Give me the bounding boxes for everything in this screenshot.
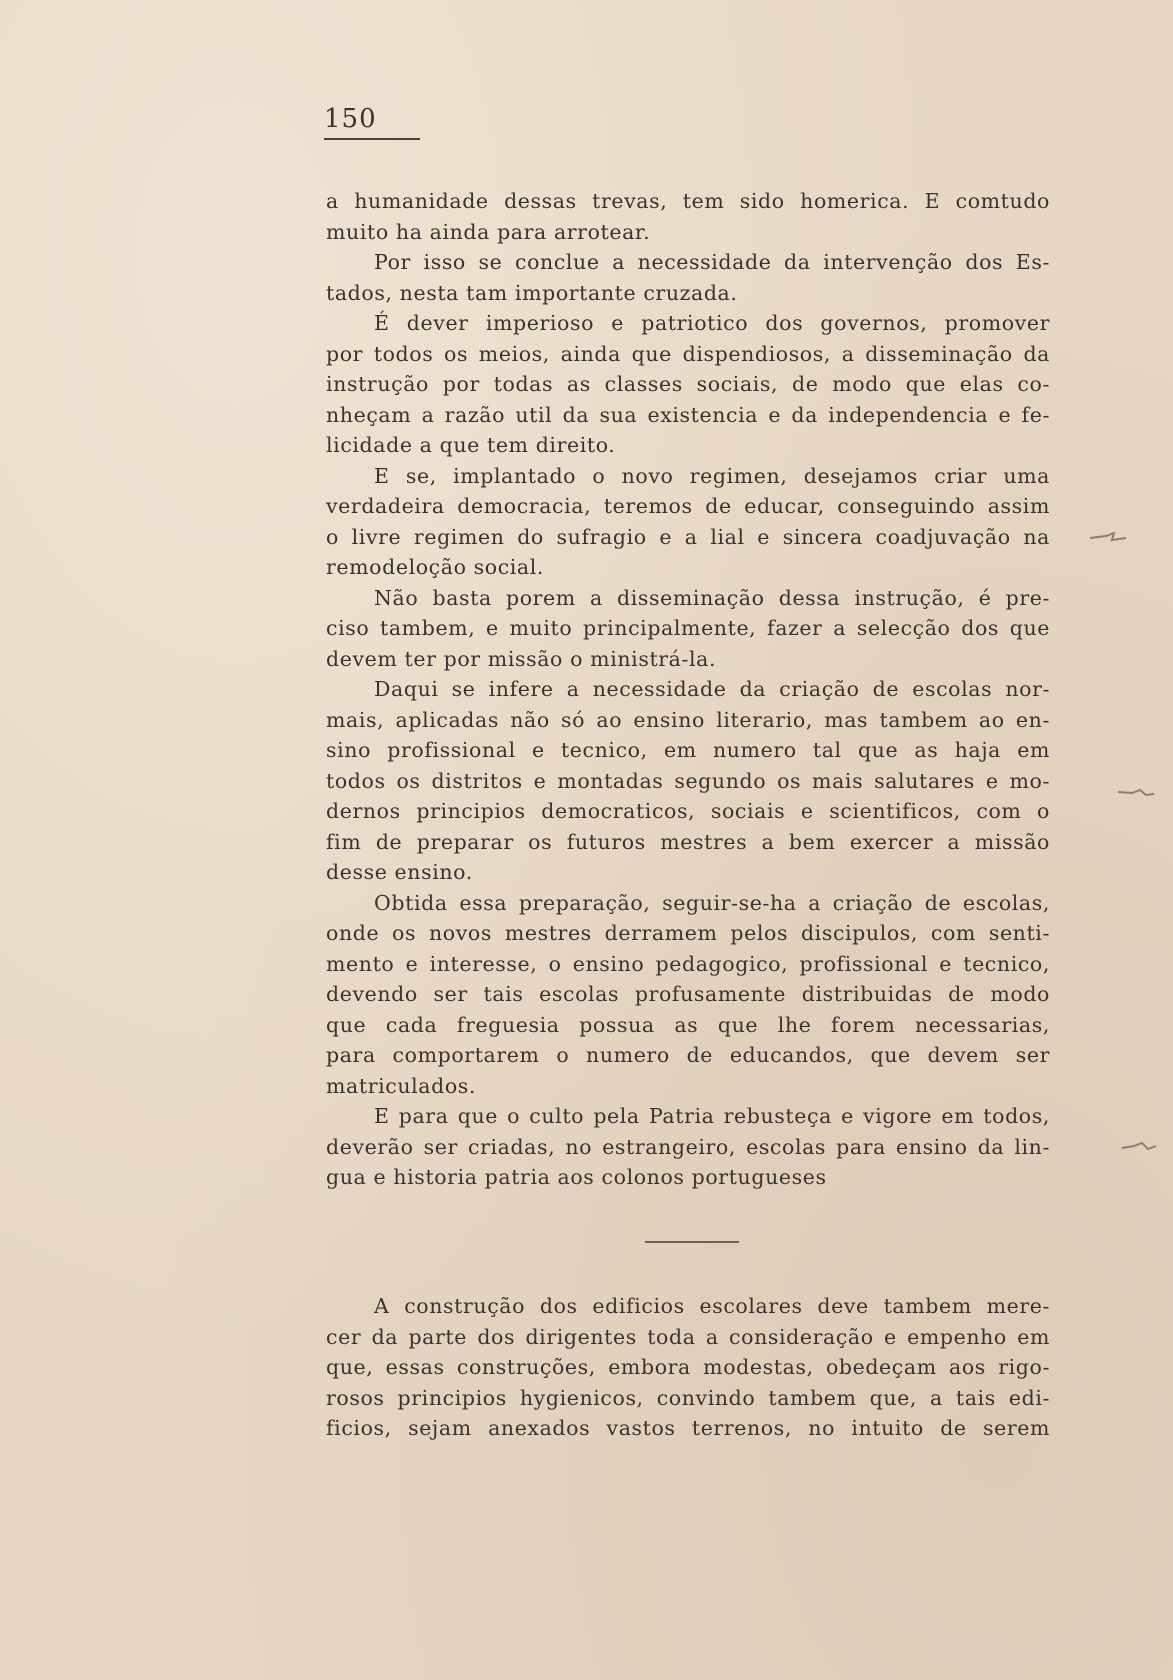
text-line: ficios, sejam anexados vastos terrenos, no intuito de serem [326,1416,1050,1440]
text-line: sino profissional e tecnico, em numero tal que as haja em [326,738,1050,762]
text-line: E se, implantado o novo regimen, desejamos criar uma [374,463,1050,488]
text-line: por todos os meios, ainda que dispendiosos, a disseminação da [326,341,1050,366]
text-line: dernos principios democraticos, sociais e scientificos, com o [326,799,1050,823]
text-line: rosos principios hygienicos, convindo tambem que, a tais edi- [326,1385,1050,1410]
text-line: Obtida essa preparação, seguir-se-ha a criação de escolas, [374,890,1050,915]
text-line: onde os novos mestres derramem pelos discipulos, com senti- [326,921,1050,945]
text-line: que, essas construções, embora modestas, obedeçam aos rigo- [326,1355,1050,1379]
text-block-second [326,1291,1050,1444]
section-divider [645,1241,739,1243]
text-line: a humanidade dessas trevas, tem sido homerica. E comtudo [326,189,1050,213]
text-line: mais, aplicadas não só ao ensino literario, mas tambem ao en- [326,707,1050,732]
text-line: verdadeira democracia, teremos de educar, conseguindo assim [326,494,1050,518]
text-line: Por isso se conclue a necessidade da intervenção dos Es- [374,250,1050,274]
text-line: muito ha ainda para arrotear. [326,219,651,244]
text-line: que cada freguesia possua as que lhe forem necessarias, [326,1012,1050,1037]
text-line: matriculados. [326,1073,477,1098]
text-line: cer da parte dos dirigentes toda a consideração e empenho em [326,1324,1050,1349]
text-line: para comportarem o numero de educandos, que devem ser [326,1043,1050,1067]
text-line: deverão ser criadas, no estrangeiro, escolas para ensino da lin- [326,1134,1050,1159]
text-line: E para que o culto pela Patria rebusteça e vigore em todos, [374,1104,1050,1128]
text-line: A construção dos edificios escolares deve tambem mere- [374,1294,1050,1318]
binding-stitch-mark [1120,1140,1160,1154]
text-line: Não basta porem a disseminação dessa instrução, é pre- [374,585,1050,610]
text-line: gua e historia patria aos colonos portugueses [326,1165,827,1189]
text-line: mento e interesse, o ensino pedagogico, profissional e tecnico, [326,951,1050,976]
page-number: 150 [324,104,420,140]
text-line: Daqui se infere a necessidade da criação de escolas nor- [374,677,1050,701]
text-line: licidade a que tem direito. [326,433,616,457]
binding-stitch-mark [1116,786,1156,800]
text-line: desse ensino. [326,860,473,884]
text-line: o livre regimen do sufragio e a lial e sincera coadjuvação na [326,524,1050,549]
text-block-main [326,186,1050,1193]
text-line: nheçam a razão util da sua existencia e da independencia e fe- [326,402,1050,427]
text-line: É dever imperioso e patriotico dos governos, promover [374,311,1050,335]
text-line: devendo ser tais escolas profusamente distribuidas de modo [326,982,1050,1006]
text-line: tados, nesta tam importante cruzada. [326,280,738,305]
text-line: todos os distritos e montadas segundo os mais salutares e mo- [326,768,1050,793]
text-line: fim de preparar os futuros mestres a bem exercer a missão [326,829,1050,854]
binding-stitch-mark [1088,530,1128,544]
text-line: devem ter por missão o ministrá-la. [326,646,717,671]
text-line: instrução por todas as classes sociais, de modo que elas co- [326,372,1050,396]
text-line: remodeloção social. [326,555,545,579]
text-line: ciso tambem, e muito principalmente, fazer a selecção dos que [326,616,1050,640]
